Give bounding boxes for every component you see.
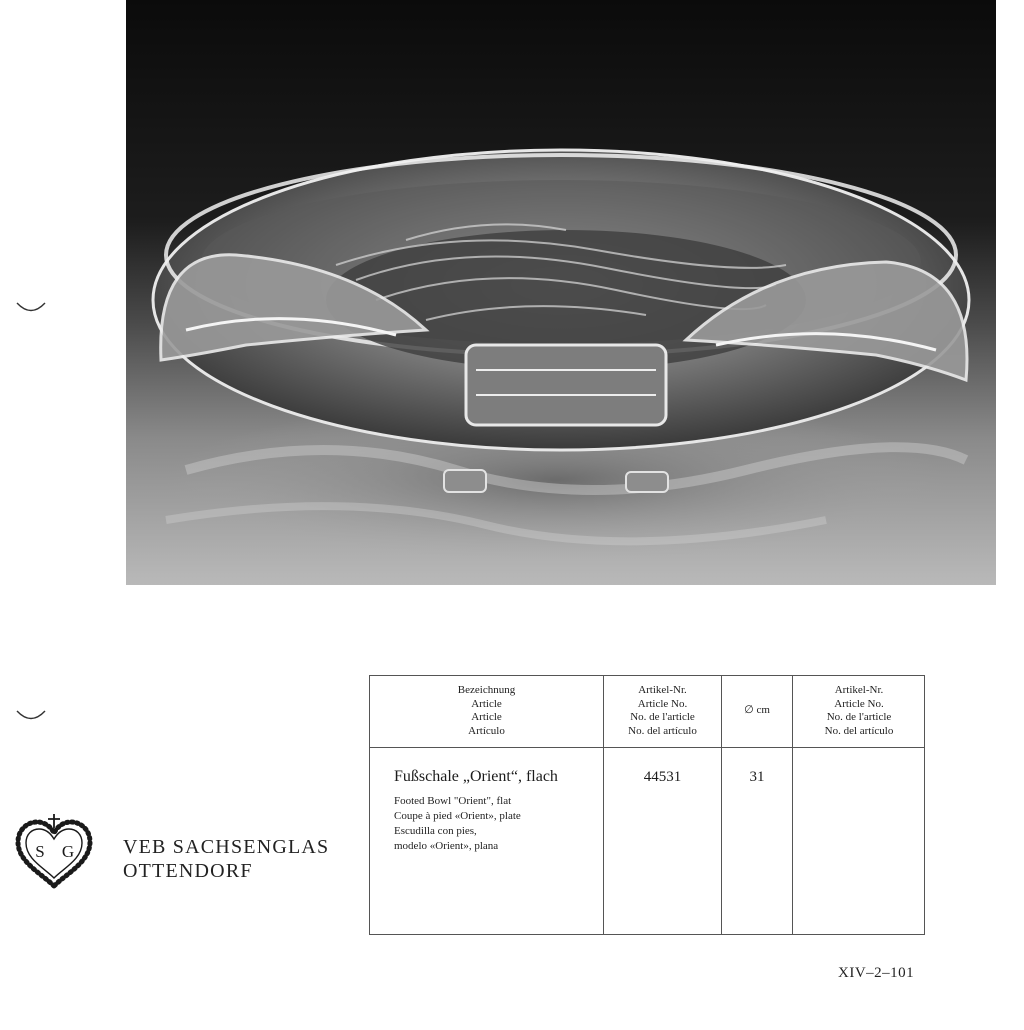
product-photo [126,0,996,585]
company-name-line2: OTTENDORF [123,860,253,882]
sachsenglas-logo [12,812,96,890]
header-designation: Bezeichnung Article Article Artículo [457,684,516,737]
punch-hole-mark [14,708,48,724]
article-diameter: 31 [749,769,765,785]
logo-letter-s: S [35,842,45,861]
article-number: 44531 [643,769,682,785]
table-header-divider [370,747,924,748]
article-table [369,675,925,935]
company-name [123,835,329,883]
company-name-line1: VEB SACHSENGLAS [123,836,330,858]
page-number: XIV–2–101 [838,965,915,981]
article-name: Fußschale „Orient“, flach [394,768,558,785]
article-translations: Footed Bowl "Orient", flat Coupe à pied «Orient», plate Escudilla con pies, modelo «Orient», plana [394,795,521,852]
header-article-no: Artikel-Nr. Article No. No. de l'article No. del artículo [628,684,697,737]
header-diameter: ∅ cm [744,704,770,716]
header-article-no-2: Artikel-Nr. Article No. No. de l'article No. del artículo [824,684,894,737]
punch-hole-mark [14,300,48,316]
logo-letter-g: G [61,842,75,861]
